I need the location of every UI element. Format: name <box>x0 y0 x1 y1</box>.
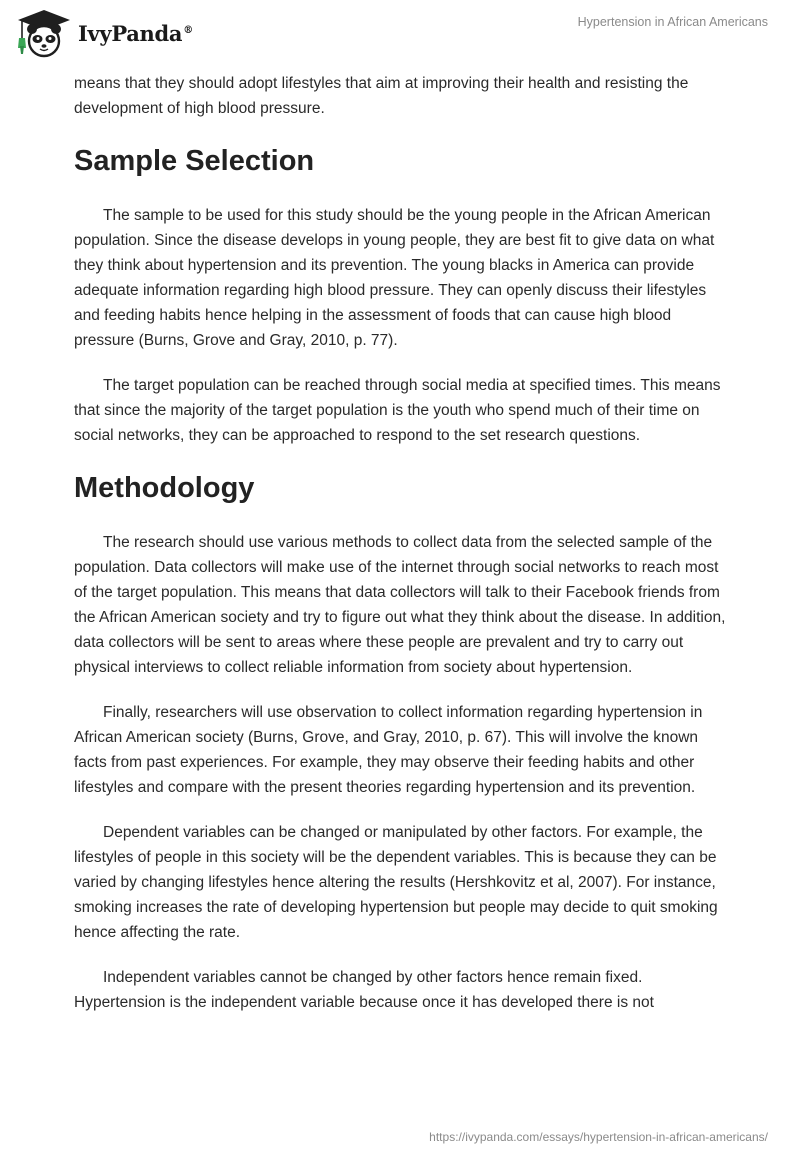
body-paragraph: The target population can be reached through social media at specified times. This means that since the majority of the target population is the youth who spend much of their time on social networks, they can be approached to respond to the set research questions. <box>74 377 721 444</box>
essay-body <box>74 71 726 1035</box>
body-paragraph: The research should use various methods to collect data from the selected sample of the population. Data collectors will make use of the internet through social networks to reach most of the target population. This means that data collectors will talk to their Facebook friends from the African American society and try to figure out what they think about the disease. In addition, data collectors will be sent to areas where these people are prevalent and try to carry out physical interviews to collect reliable information from society about hypertension. <box>74 534 726 676</box>
body-paragraph: Dependent variables can be changed or manipulated by other factors. For example, the lifestyles of people in this society will be the dependent variables. This is because they can be varied by changing lifestyles hence altering the results (Hershkovitz et al, 2007). For instance, smoking increases the rate of developing hypertension but people may decide to quit smoking hence affecting the rate. <box>74 824 718 941</box>
page-header <box>0 0 800 66</box>
section-heading-methodology: Methodology <box>74 472 255 504</box>
brand-name: IvyPanda® <box>78 20 193 46</box>
document-title: Hypertension in African Americans <box>577 15 768 29</box>
intro-paragraph: means that they should adopt lifestyles that aim at improving their health and resisting the development of high blood pressure. <box>74 75 689 117</box>
brand-logo[interactable] <box>16 8 193 58</box>
section-heading-sample-selection: Sample Selection <box>74 145 315 177</box>
body-paragraph: Independent variables cannot be changed by other factors hence remain fixed. Hypertension is the independent variable because once it has developed there is not <box>74 969 654 1011</box>
body-paragraph: The sample to be used for this study should be the young people in the African American population. Since the disease develops in young people, they are best fit to give data on what they think about hypertension and its prevention. The young blacks in America can provide adequate information regarding high blood pressure. They can openly discuss their lifestyles and feeding habits hence helping in the assessment of foods that can cause high blood pressure (Burns, Grove and Gray, 2010, p. 77). <box>74 207 715 349</box>
body-paragraph: Finally, researchers will use observation to collect information regarding hypertension in African American society (Burns, Grove, and Gray, 2010, p. 67). This will involve the known facts from past experiences. For example, they may observe their feeding habits and other lifestyles and compare with the present theories regarding hypertension and its prevention. <box>74 704 703 796</box>
source-url-link[interactable]: https://ivypanda.com/essays/hypertension-in-african-americans/ <box>429 1130 768 1144</box>
panda-logo-icon <box>16 8 72 58</box>
